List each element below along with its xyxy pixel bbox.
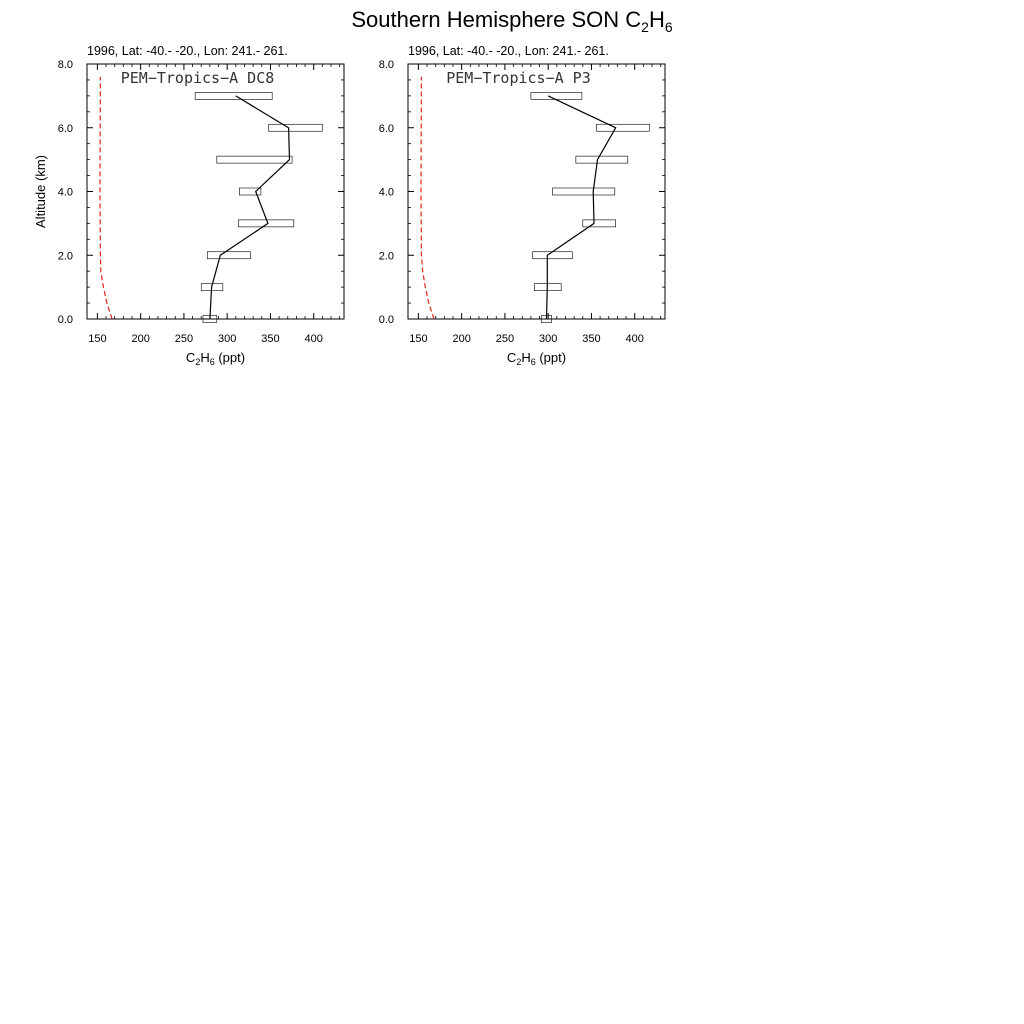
x-tick-label: 300 <box>539 333 558 345</box>
range-box <box>576 156 628 163</box>
range-box <box>597 124 650 131</box>
x-tick-label: 200 <box>131 333 150 345</box>
plot-frame <box>87 64 344 319</box>
model-profile-line <box>421 77 434 319</box>
range-box <box>583 220 616 227</box>
figure-title: Southern Hemisphere SON $C_2H_6$ <box>351 7 673 35</box>
campaign-label: PEM−Tropics−A DC8 <box>120 69 275 87</box>
x-tick-label: 300 <box>218 333 237 345</box>
model-profile-line <box>100 77 112 319</box>
observed-profile-line <box>547 96 616 319</box>
y-tick-label: 4.0 <box>57 186 73 199</box>
range-box <box>207 252 250 259</box>
y-axis-label: Altitude (km) <box>33 155 48 228</box>
range-box <box>195 92 272 99</box>
y-tick-label: 0.0 <box>378 314 394 326</box>
x-tick-label: 400 <box>304 333 323 345</box>
y-tick-label: 6.0 <box>378 122 394 135</box>
y-tick-label: 2.0 <box>378 250 394 263</box>
y-tick-label: 2.0 <box>57 250 73 263</box>
x-tick-label: 350 <box>582 333 601 345</box>
x-tick-label: 150 <box>409 333 428 345</box>
chart-panel-p3 <box>379 44 665 367</box>
x-axis-label: $C_2H_6$ (ppt) <box>506 350 567 367</box>
x-tick-label: 150 <box>88 333 107 345</box>
range-box <box>533 252 573 259</box>
y-tick-label: 8.0 <box>378 59 394 71</box>
panel-subtitle: 1996, Lat: -40.- -20., Lon: 241.- 261. <box>87 44 288 58</box>
y-tick-label: 0.0 <box>57 314 73 326</box>
x-tick-label: 250 <box>174 333 194 345</box>
x-tick-label: 250 <box>495 333 515 345</box>
x-axis-label: $C_2H_6$ (ppt) <box>185 350 246 367</box>
plot-frame <box>408 64 665 319</box>
campaign-label: PEM−Tropics−A P3 <box>446 69 591 87</box>
y-tick-label: 4.0 <box>378 186 394 199</box>
x-tick-label: 200 <box>452 333 471 345</box>
range-box <box>531 92 582 99</box>
x-tick-label: 400 <box>625 333 644 345</box>
range-box <box>238 220 293 227</box>
x-tick-label: 350 <box>261 333 280 345</box>
y-tick-label: 6.0 <box>57 122 73 135</box>
observed-profile-line <box>210 96 290 319</box>
panel-subtitle: 1996, Lat: -40.- -20., Lon: 241.- 261. <box>408 44 609 58</box>
range-box <box>269 124 323 131</box>
y-tick-label: 8.0 <box>57 59 73 71</box>
chart-panel-dc8 <box>33 44 344 367</box>
range-box <box>553 188 615 195</box>
range-box <box>217 156 292 163</box>
